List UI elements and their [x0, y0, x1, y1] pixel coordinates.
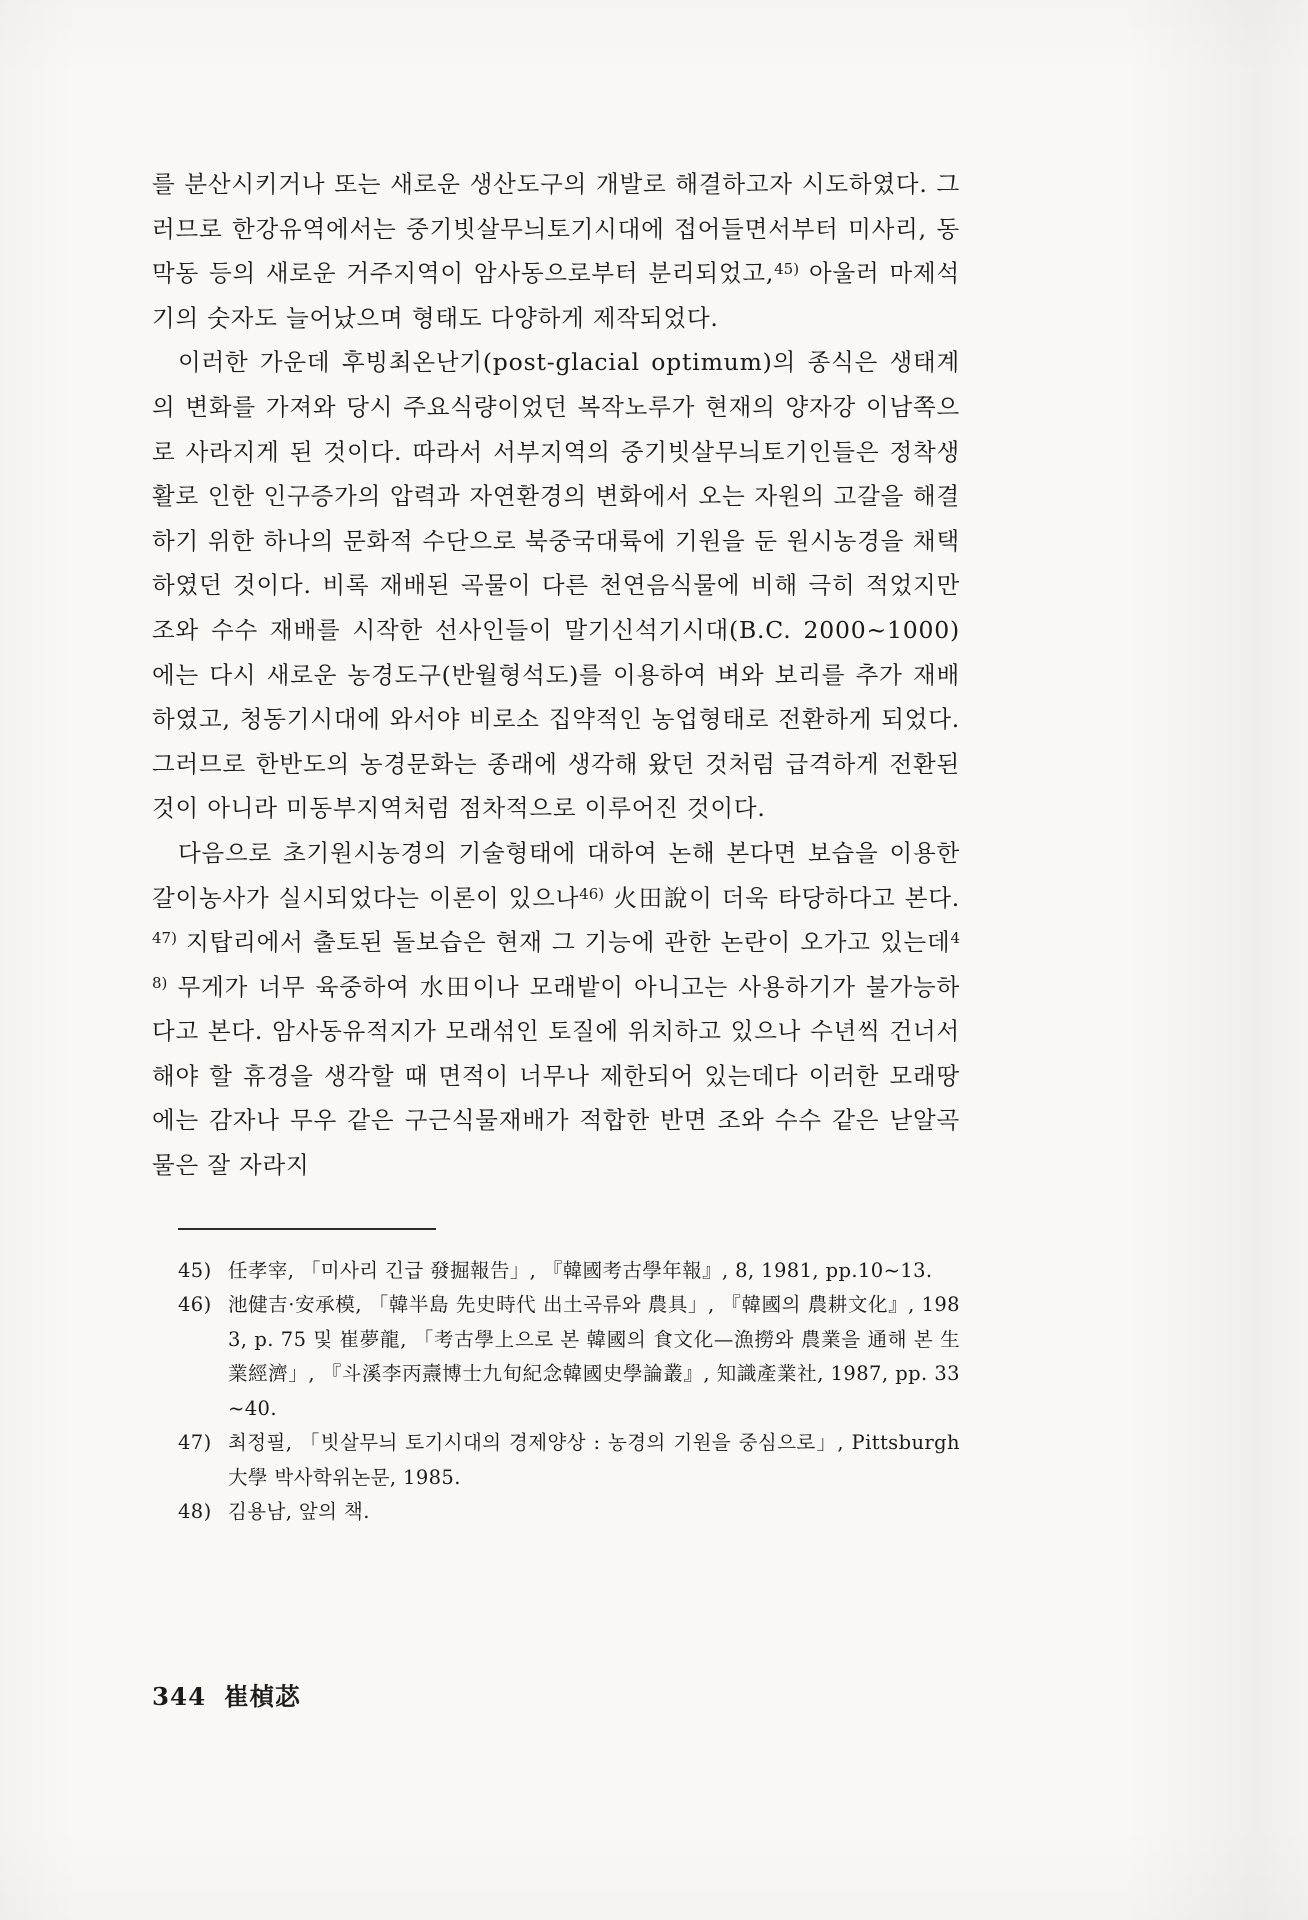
paragraph-text: 지탑리에서 출토된 돌보습은 현재 그 기능에 관한 논란이 오가고 있는데 [176, 928, 951, 957]
footnote [178, 1254, 960, 1289]
footnote-ref-45: 45) [774, 260, 800, 279]
footnote-number: 47) [178, 1431, 212, 1455]
page-footer [152, 1678, 301, 1713]
footnote-text: 池健吉·安承模, 「韓半島 先史時代 出土곡류와 農具」, 『韓國의 農耕文化』, 1983, p. 75 및 崔夢龍, 「考古學上으로 본 韓國의 食文化—漁撈와 農業을 通해 본 生業經濟」, 『斗溪李丙燾博士九旬紀念韓國史學論叢』, 知識產業社, 1987, pp. 33~40. [228, 1293, 960, 1420]
author-name: 崔楨苾 [224, 1682, 301, 1711]
footnote-ref-47: 47) [152, 929, 177, 948]
footnote [178, 1495, 960, 1530]
footnote [178, 1288, 960, 1426]
paragraph-text: 무게가 너무 육중하여 水田이나 모래밭이 아니고는 사용하기가 불가능하다고 본다. 암사동유적지가 모래섞인 토질에 위치하고 있으나 수년씩 건너서 해야 할 휴경을 생각할 때 면적이 너무나 제한되어 있는데다 이러한 모래땅에는 감자나 무우 같은 구근식물재배가 적합한 반면 조와 수수 같은 낟알곡물은 잘 자라지 [152, 972, 960, 1180]
footnote [178, 1426, 960, 1495]
paragraph-text: 를 분산시키거나 또는 새로운 생산도구의 개발로 해결하고자 시도하였다. 그러므로 한강유역에서는 중기빗살무늬토기시대에 접어들면서부터 미사리, 동막동 등의 새로운 거주지역이 암사동으로부터 분리되었고, [152, 170, 960, 288]
footnote-number: 46) [178, 1293, 212, 1317]
paragraph [152, 162, 960, 340]
paragraph: 이러한 가운데 후빙최온난기(post-glacial optimum)의 종식은 생태계의 변화를 가져와 당시 주요식량이었던 복작노루가 현재의 양자강 이남쪽으로 사라지게 된 것이다. 따라서 서부지역의 중기빗살무늬토기인들은 정착생활로 인한 인구증가의 압력과 자연환경의 변화에서 오는 자원의 고갈을 해결하기 위한 하나의 문화적 수단으로 북중국대륙에 기원을 둔 원시농경을 채택하였던 것이다. 비록 재배된 곡물이 다른 천연음식물에 비해 극히 적었지만 조와 수수 재배를 시작한 선사인들이 말기신석기시대(B.C. 2000~1000)에는 다시 새로운 농경도구(반월형석도)를 이용하여 벼와 보리를 추가 재배하였고, 청동기시대에 와서야 비로소 집약적인 농업형태로 전환하게 되었다. 그러므로 한반도의 농경문화는 종래에 생각해 왔던 것처럼 급격하게 전환된 것이 아니라 미동부지역처럼 점차적으로 이루어진 것이다. [152, 348, 960, 823]
footnote-number: 48) [178, 1500, 212, 1524]
footnote-ref-48: 48) [152, 929, 960, 992]
footnote-divider [178, 1228, 436, 1230]
paragraph-text: 火田說이 더욱 타당하다고 본다. [604, 883, 961, 912]
page-number: 344 [152, 1682, 207, 1711]
body-text [152, 162, 960, 1188]
footnote-ref-46: 46) [579, 884, 605, 903]
paragraph-text: 다음으로 초기원시농경의 기술형태에 대하여 논해 본다면 보습을 이용한 갈이농사가 실시되었다는 이론이 있으나 [152, 838, 960, 912]
footnotes-section [178, 1254, 960, 1530]
paragraph-text: 아울러 마제석기의 숫자도 늘어났으며 형태도 다양하게 제작되었다. [152, 259, 960, 332]
footnote-text: 김용남, 앞의 책. [228, 1500, 370, 1524]
footnote-text: 任孝宰, 「미사리 긴급 發掘報告」, 『韓國考古學年報』, 8, 1981, pp.10~13. [228, 1258, 933, 1282]
footnote-number: 45) [178, 1258, 212, 1282]
footnote-text: 최정필, 「빗살무늬 토기시대의 경제양상 : 농경의 기원을 중심으로」, Pittsburgh大學 박사학위논문, 1985. [228, 1431, 960, 1489]
paragraph [152, 831, 960, 1188]
